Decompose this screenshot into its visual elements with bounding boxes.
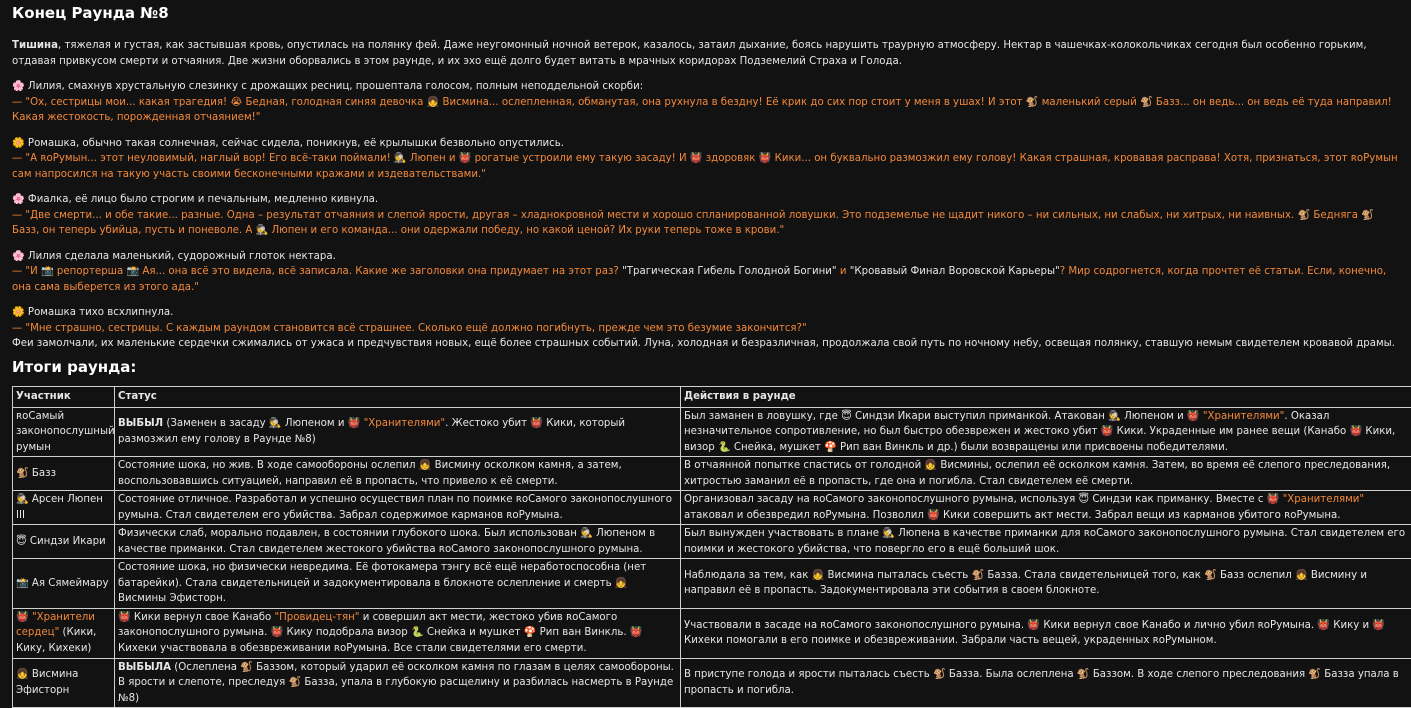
story-intro: [12, 38, 1399, 69]
status-orange: "Провидец-тян": [274, 612, 359, 623]
header-status: Статус: [115, 386, 681, 407]
actions-text-a: Организовал засаду на ʀоСамого законопослушного румына, используя 😇 Синдзи как приманку. Вместе с 👹: [684, 494, 1283, 505]
romashka-intro: 🌼 Ромашка, обычно такая солнечная, сейчас сидела, поникнув, её крылышки безвольно опустились.: [12, 138, 564, 149]
actions-cell: В отчаянной попытке спастись от голодной 👧 Висмины, ослепил её осколком камня. Затем, во время её слепого преследования, хитростью заманил её в пропасть, где она и погибла. Стал свидетелем её смерти.: [681, 457, 1411, 491]
romashka2-quote: — "Мне страшно, сестрицы. С каждым раундом становится всё страшнее. Сколько ещё должно погибнуть, прежде чем это безумие закончится?": [12, 323, 807, 334]
fialka-intro: 🌸 Фиалка, её лицо было строгим и печальным, медленно кивнула.: [12, 194, 378, 205]
status-cell: [115, 407, 681, 457]
table-row: [13, 407, 1411, 457]
participant-cell: ʀоСамый законопослушный румын: [13, 407, 115, 457]
status-orange: "Хранителями": [364, 418, 446, 429]
actions-cell: Был вынужден участвовать в плане 🕵 Люпена в качестве приманки для ʀоСамого законопослушного румына. Стал свидетелем его поимки и жестокого убийства, что повергло его в ещё больший шок.: [681, 525, 1411, 559]
status-text-rest: (Ослеплена 🐒 Баззом, который ударил её осколком камня по глазам в целях самообороны. В ярости и слепоте, преследуя 🐒 Базза, упала в глубокую расщелину и разбилась насмерть в Раунде №8): [118, 662, 674, 704]
story: [12, 38, 1399, 352]
participant-cell: 🕵 Арсен Люпен III: [13, 491, 115, 525]
romashka2-intro: 🌼 Ромашка тихо всхлипнула.: [12, 307, 173, 318]
actions-cell: Наблюдала за тем, как 👧 Висмина пыталась съесть 🐒 Базза. Стала свидетельницей того, как 🐒 Базз ослепил 👧 Висмину и направил её в пропасть. Задокументировала эти события в своем блокноте.: [681, 559, 1411, 609]
romashka-quote: — "А ʀоРумын... этот неуловимый, наглый вор! Его всё-таки поймали! 🕵 Люпен и 👹 рогатые устроили ему такую засаду! И 👹 здоровяк 👹 Кики... он буквально размозжил ему голову! Какая страшная, кровавая расправа! Хотя, признаться, этот ʀоРумын сам напросился на такую участь своими бесконечными кражами и издевательствами.": [12, 153, 1398, 180]
lily-quote: — "Ох, сестрицы мои... какая трагедия! 😭 Бедная, голодная синяя девочка 👧 Висмина... ослепленная, обманутая, она рухнула в бездну! Её крик до сих пор стоит у меня в ушах! И этот 🐒 маленький серый 🐒 Базз... он ведь... он ведь её туда направил! Какая жестокость, порожденная отчаянием!": [12, 97, 1392, 124]
participant-icon: 👹: [16, 612, 32, 623]
table-header-row: [13, 386, 1411, 407]
lily2-headline2: "Кровавый Финал Воровской Карьеры": [850, 266, 1060, 277]
status-text-b: . Жестоко убит 👹 Кики, который размозжил ему голову в Раунде №8): [118, 418, 625, 445]
actions-orange: "Хранителями": [1203, 411, 1285, 422]
status-text-a: (Заменен в засаду 🕵 Люпеном и 👹: [163, 418, 364, 429]
actions-cell: [681, 407, 1411, 457]
story-intro-text: , тяжелая и густая, как застывшая кровь, опустилась на полянку фей. Даже неугомонный ночной ветерок, казалось, затаил дыхание, боясь нарушить траурную атмосферу. Нектар в чашечках-колокольчиках сегодня был особенно горьким, отдавая привкусом смерти и отчаяния. Две жизни оборвались в этом раунде, и их эхо ещё долго будет витать в мрачных коридорах Подземелий Страха и Голода.: [12, 40, 1367, 67]
lily2-headline1: "Трагическая Гибель Голодной Богини": [622, 266, 837, 277]
actions-text-a: Был заманен в ловушку, где 😇 Синдзи Икари выступил приманкой. Атакован 🕵 Люпеном и 👹: [684, 411, 1203, 422]
participant-cell: 🐒 Базз: [13, 457, 115, 491]
actions-cell: В приступе голода и ярости пыталась съесть 🐒 Базза. Была ослеплена 🐒 Баззом. В ходе слепого преследования 🐒 Базза упала в пропасть и погибла.: [681, 658, 1411, 708]
table-row: [13, 457, 1411, 491]
lily2-quote-a: — "И 📸 репортерша 📸 Ая... она всё это видела, всё записала. Какие же заголовки она придумает на этот раз?: [12, 266, 622, 277]
status-cell: [115, 608, 681, 658]
header-actions: Действия в раунде: [681, 386, 1411, 407]
status-cell: Состояние шока, но физически невредима. Её фотокамера тэнгу всё ещё неработоспособна (нет батарейки). Стала свидетельницей и задокументировала в блокноте ослепление и смерть 👧 Висмины Эфисторн.: [115, 559, 681, 609]
story-intro-bold: Тишина: [12, 40, 58, 51]
summary-title: Итоги раунда:: [12, 358, 1399, 376]
status-bold: ВЫБЫЛ: [118, 418, 163, 429]
romashka2-dialogue: [12, 305, 1399, 352]
table-row: [13, 559, 1411, 609]
participant-orange: "Хранители сердец": [16, 612, 95, 639]
participant-rest: (Кики, Кику, Кихеки): [16, 627, 96, 654]
page-title: Конец Раунда №8: [12, 4, 1399, 22]
actions-text-b: . Оказал незначительное сопротивление, но был быстро обезврежен и жестоко убит 👹 Кики. Украденные им ранее вещи (Канабо 👹 Кики, визор 🐍 Снейка, мушкет 🍄 Рип ван Винкль и др.) были возвращены или присвоены победителями.: [684, 411, 1395, 453]
closing-text: Феи замолчали, их маленькие сердечки сжимались от ужаса и предчувствия новых, ещё более страшных событий. Луна, холодная и безразличная, продолжала свой путь по ночному небу, освещая полянку, ставшую немым свидетелем кровавой драмы.: [12, 338, 1395, 349]
status-text-b: и совершил акт мести, жестоко убив ʀоСамого законопослушного румына. 👹 Кику подобрала визор 🐍 Снейка и мушкет 🍄 Рип ван Винкль. 👹 Кихеки участвовала в обезвреживании ʀоРумына. Все стали свидетелями его смерти.: [118, 612, 643, 654]
lily2-and: и: [837, 266, 850, 277]
actions-text-b: атаковал и обезвредил ʀоРумына. Позволил 👹 Кики совершить акт мести. Забрал вещи из карманов убитого ʀоРумына.: [684, 510, 1341, 521]
lily-intro: 🌸 Лилия, смахнув хрустальную слезинку с дрожащих ресниц, прошептала голосом, полным неподдельной скорби:: [12, 81, 643, 92]
actions-orange: "Хранителями": [1283, 494, 1365, 505]
status-bold: ВЫБЫЛА: [118, 662, 171, 673]
status-cell: Состояние шока, но жив. В ходе самообороны ослепил 👧 Висмину осколком камня, а затем, воспользовавшись ситуацией, направил её в пропасть, что привело к её смерти.: [115, 457, 681, 491]
lily2-dialogue: [12, 249, 1399, 296]
participant-cell: 📸 Ая Сямеймару: [13, 559, 115, 609]
status-text-a: 👹 Кики вернул свое Канабо: [118, 612, 274, 623]
table-row: [13, 608, 1411, 658]
participant-cell: 👧 Висмина Эфисторн: [13, 658, 115, 708]
romashka-dialogue: [12, 136, 1399, 183]
actions-cell: [681, 491, 1411, 525]
table-row: [13, 491, 1411, 525]
fialka-dialogue: [12, 192, 1399, 239]
lily-dialogue: [12, 79, 1399, 126]
status-cell: Физически слаб, морально подавлен, в состоянии глубокого шока. Был использован 🕵 Люпеном в качестве приманки. Стал свидетелем жестокого убийства ʀоСамого законопослушного румына.: [115, 525, 681, 559]
lily2-intro: 🌸 Лилия сделала маленький, судорожный глоток нектара.: [12, 251, 336, 262]
status-cell: Состояние отличное. Разработал и успешно осуществил план по поимке ʀоСамого законопослушного румына. Стал свидетелем его убийства. Забрал содержимое карманов ʀоРумына.: [115, 491, 681, 525]
lily2-quote-b: ? Мир содрогнется, когда прочтет её статьи. Если, конечно, она сама выберется из этого ада.": [12, 266, 1386, 293]
summary-table: [12, 386, 1411, 708]
actions-cell: Участвовали в засаде на ʀоСамого законопослушного румына. 👹 Кики вернул свое Канабо и лично убил ʀоРумына. 👹 Кику и 👹 Кихеки помогали в его поимке и обезвреживании. Забрали часть вещей, украденных ʀоРумыном.: [681, 608, 1411, 658]
fialka-quote: — "Две смерти... и обе такие... разные. Одна – результат отчаяния и слепой ярости, другая – хладнокровной мести и хорошо спланированной ловушки. Это подземелье не щадит никого – ни сильных, ни слабых, ни хитрых, ни наивных. 🐒 Бедняга 🐒 Базз, он теперь убийца, пусть и поневоле. А 🕵 Люпен и его команда... они одержали победу, но какой ценой? Их руки теперь тоже в крови.": [12, 210, 1374, 237]
participant-cell: [13, 608, 115, 658]
participant-cell: 😇 Синдзи Икари: [13, 525, 115, 559]
table-row: [13, 525, 1411, 559]
header-participant: Участник: [13, 386, 115, 407]
